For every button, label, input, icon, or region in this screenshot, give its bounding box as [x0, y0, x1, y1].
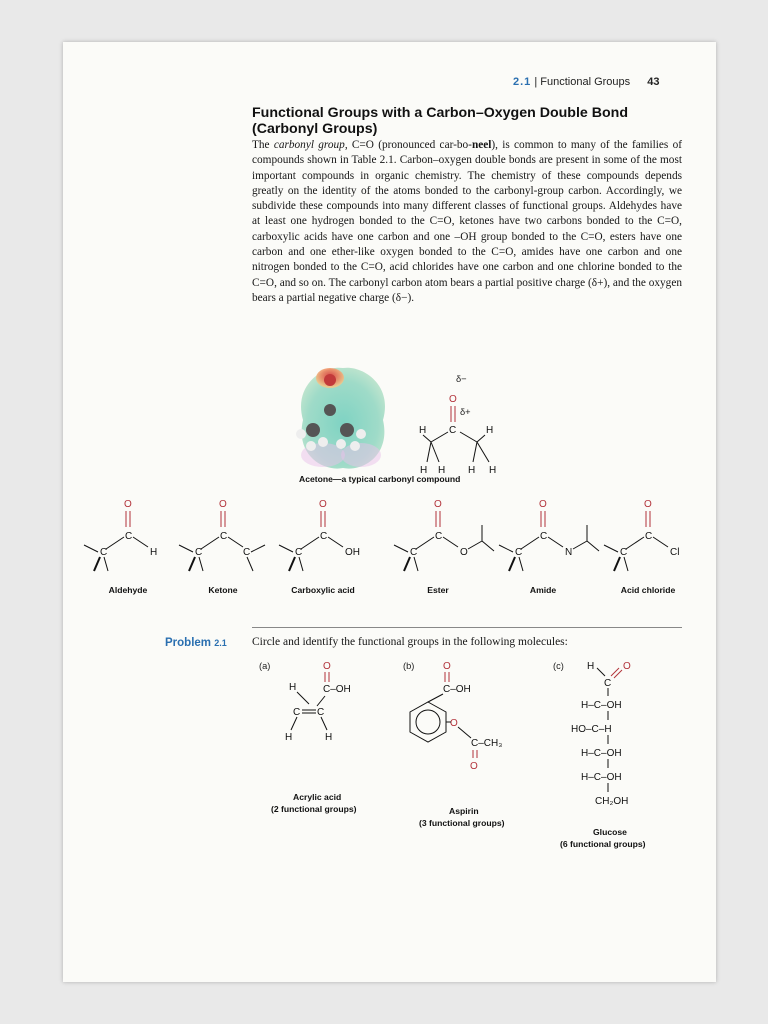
svg-text:H: H — [285, 732, 293, 743]
carbonyl-class-aldehyde — [84, 499, 157, 595]
molecule-a-tag: (a) — [259, 661, 271, 671]
glucose-ch2oh: CH₂OH — [595, 796, 629, 807]
aspirin-name: Aspirin — [449, 806, 479, 816]
alkyl-carbon: C — [410, 547, 418, 558]
glucose-row-3: H–C–OH — [581, 748, 622, 759]
delta-plus-label: δ+ — [460, 407, 471, 417]
body-text-3: ), is common to many of the families of compounds shown in Table 2.1. Carbon–oxygen double bonds are present in some of the most important compounds in organic chemistry. The chemistry of these compounds depends greatly on the identity of the atoms bonded to the carbonyl-group carbon. Accordingly, we subdivide these compounds into many different classes of functional groups. Aldehydes have at least one hydrogen bonded to the C=O, ketones have two carbons bonded to the C=O, carboxylic acids have one carbon and one –OH group bonded to the C=O, esters have one carbon and one ether-like oxygen bonded to the C=O, amides have one carbon and one nitrogen bonded to the C=O, acid chlorides have one carbon and one chlorine bonded to the C=O, and so on. The carbonyl carbon atom bears a partial positive charge (δ+), and the oxygen bears a partial negative charge (δ−). — [252, 139, 682, 304]
problem-label — [165, 637, 227, 649]
alkyl-carbon: C — [515, 547, 523, 558]
aspirin — [403, 661, 505, 828]
body-paragraph — [252, 138, 682, 306]
class-name: Carboxylic acid — [291, 585, 355, 595]
alkyl-carbon: C — [620, 547, 628, 558]
class-name: Ester — [427, 585, 449, 595]
alkyl-carbon: C — [295, 547, 303, 558]
electrostatic-potential-map — [296, 368, 385, 469]
carbonyl-class-carboxylic-acid — [279, 499, 360, 595]
class-name: Aldehyde — [108, 585, 148, 595]
svg-text:H: H — [289, 682, 297, 693]
textbook-page — [63, 42, 716, 982]
acetone-h: H — [489, 465, 497, 476]
svg-text:C: C — [604, 678, 612, 689]
carbonyl-oxygen: O — [319, 499, 327, 510]
carbonyl-carbon: C — [320, 531, 328, 542]
svg-text:O: O — [443, 661, 451, 672]
molecule-b-tag: (b) — [403, 661, 415, 671]
carbonyl-class-ketone — [179, 499, 265, 595]
body-pronunciation: neel — [471, 139, 492, 151]
svg-text:O: O — [470, 761, 478, 772]
acetone-structure — [419, 374, 496, 476]
section-number: 2.1 — [513, 76, 532, 88]
acrylic-acid — [259, 661, 357, 814]
acetone-h: H — [419, 425, 427, 436]
class-name: Amide — [529, 585, 557, 595]
delta-minus-label: δ− — [456, 374, 467, 384]
carbonyl-carbon: C — [645, 531, 653, 542]
carbonyl-class-acid-chloride — [604, 499, 679, 595]
svg-text:C: C — [293, 707, 301, 718]
acrylic-count: (2 functional groups) — [271, 804, 357, 814]
carbonyl-oxygen: O — [644, 499, 652, 510]
glucose-row-4: H–C–OH — [581, 772, 622, 783]
acrylic-name: Acrylic acid — [293, 792, 342, 802]
carbonyl-carbon: C — [220, 531, 228, 542]
carbonyl-oxygen: O — [434, 499, 442, 510]
alkyl-carbon: C — [100, 547, 108, 558]
substituent-atom: Cl — [670, 547, 680, 558]
svg-text:O: O — [323, 661, 331, 672]
carbonyl-oxygen: O — [124, 499, 132, 510]
problem-molecules — [253, 654, 673, 854]
svg-text:H: H — [325, 732, 333, 743]
carbonyl-carbon: C — [540, 531, 548, 542]
carbonyl-class-amide — [499, 499, 599, 595]
section-heading: Functional Groups with a Carbon–Oxygen Double Bond (Carbonyl Groups) — [252, 105, 628, 137]
glucose-row-1: H–C–OH — [581, 700, 622, 711]
acetone-h: H — [468, 465, 476, 476]
acetone-h: H — [486, 425, 494, 436]
page-number: 43 — [647, 76, 660, 88]
carbonyl-oxygen: O — [219, 499, 227, 510]
section-title: Functional Groups — [540, 76, 631, 88]
molecule-c-tag: (c) — [553, 661, 564, 671]
alkyl-carbon: C — [195, 547, 203, 558]
substituent-atom: O — [460, 547, 468, 558]
problem-word: Problem — [165, 637, 212, 649]
acetone-carbonyl-carbon: C — [449, 425, 457, 436]
running-head: 2.1 | Functional Groups 43 — [513, 76, 660, 88]
acetone-caption: Acetone—a typical carbonyl compound — [299, 474, 461, 484]
carbonyl-class-structures — [83, 497, 703, 597]
svg-text:O: O — [450, 718, 458, 729]
glucose-count: (6 functional groups) — [560, 839, 646, 849]
aspirin-count: (3 functional groups) — [419, 818, 505, 828]
class-name: Acid chloride — [620, 585, 676, 595]
substituent-atom: N — [565, 547, 573, 558]
alkyl-carbon: C — [243, 547, 251, 558]
acetone-figure — [283, 360, 563, 490]
class-name: Ketone — [208, 585, 238, 595]
aspirin-c-oh: C–OH — [443, 684, 471, 695]
svg-text:H: H — [587, 661, 595, 672]
substituent-atom: OH — [345, 547, 360, 558]
body-text-2: , C=O (pronounced car-bo- — [344, 139, 472, 151]
acetone-h: H — [438, 465, 446, 476]
acetone-oxygen: O — [449, 394, 457, 405]
problem-divider — [252, 627, 682, 628]
glucose-row-2: HO–C–H — [571, 724, 612, 735]
svg-text:C: C — [317, 707, 325, 718]
glucose-name: Glucose — [593, 827, 627, 837]
carbonyl-carbon: C — [435, 531, 443, 542]
carbonyl-class-ester — [394, 499, 494, 595]
problem-prompt: Circle and identify the functional groups in the following molecules: — [252, 636, 568, 648]
acetone-h: H — [420, 465, 428, 476]
body-term: carbonyl group — [273, 139, 345, 151]
body-text-1: The — [252, 139, 274, 151]
svg-text:O: O — [623, 661, 631, 672]
carbonyl-oxygen: O — [539, 499, 547, 510]
glucose — [553, 661, 631, 807]
problem-number: 2.1 — [214, 638, 227, 648]
substituent-atom: H — [150, 547, 158, 558]
acrylic-c-oh: C–OH — [323, 684, 351, 695]
aspirin-c-ch3: C–CH₃ — [471, 738, 503, 749]
carbonyl-carbon: C — [125, 531, 133, 542]
